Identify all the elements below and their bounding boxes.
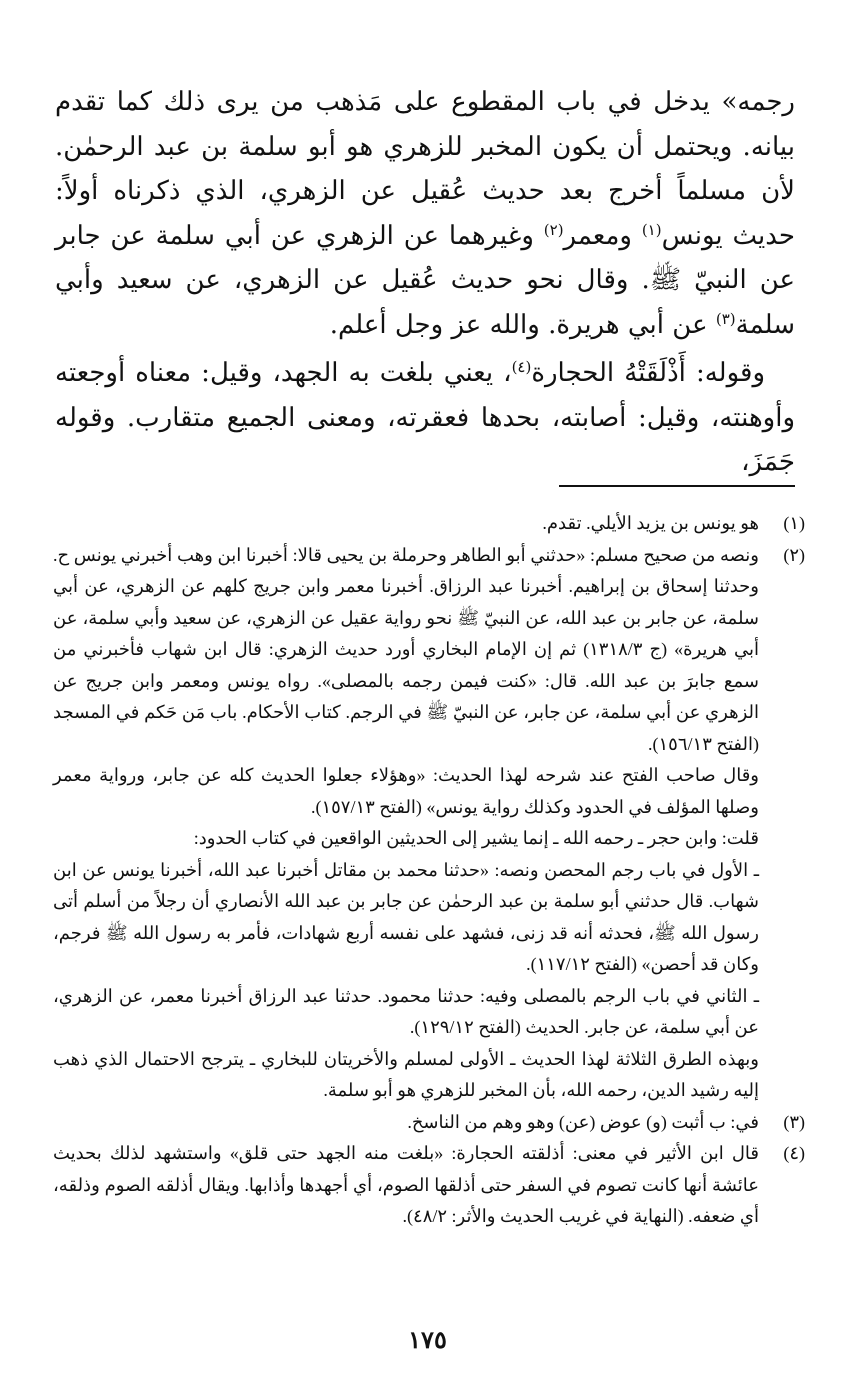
- footnote-number: (٢): [783, 544, 805, 565]
- footnote-paragraph: قال ابن الأثير في معنى: أذلقته الحجارة: «بلغت منه الجهد حتى قلق» واستشهد لذلك بحديث عائشة أنها كانت تصوم في السفر حتى أذلقها الصوم، أي أجهدها وأذابها. ويقال أذلقه الصوم وذلقه، أي ضعفه. (النهاية في غريب الحديث والأثر: ٤٨/٢).: [53, 1143, 759, 1226]
- footnote-paragraph: وبهذه الطرق الثلاثة لهذا الحديث ـ الأولى لمسلم والأخريتان للبخاري ـ يترجح الاحتمال الذي ذهب إليه رشيد الدين، رحمه الله، بأن المخبر للزهري هو أبو سلمة.: [53, 1048, 759, 1100]
- footnote-paragraph: قلت: وابن حجر ـ رحمه الله ـ إنما يشير إلى الحديثين الواقعين في كتاب الحدود:: [193, 828, 759, 848]
- footnote-2: [53, 540, 805, 1107]
- footnote-ref-2: (٢): [543, 220, 564, 239]
- page-number: ١٧٥: [408, 1325, 447, 1354]
- text-segment: ومعمر: [563, 220, 642, 251]
- footnote-number: (١): [783, 513, 805, 533]
- footnote-paragraph: ـ الثاني في باب الرجم بالمصلى وفيه: حدثنا محمود. حدثنا عبد الرزاق أخبرنا معمر، عن الزهري، عن أبي سلمة، عن جابر. الحديث (الفتح ١٢٩/١٢).: [53, 985, 759, 1037]
- text-segment: وقوله: أَذْلَقَتْهُ الحجارة: [531, 358, 765, 388]
- footnote-body: [53, 540, 759, 1107]
- footnote-ref-3: (٣): [715, 309, 736, 328]
- footnote-ref-1: (١): [641, 220, 662, 239]
- footnote-paragraph: هو يونس بن يزيد الأيلي. تقدم.: [542, 513, 759, 533]
- footnote-separator: [559, 485, 795, 487]
- footnote-paragraph: في: ب أثبت (و) عوض (عن) وهو وهم من الناسخ.: [407, 1111, 759, 1132]
- main-text: [55, 80, 795, 485]
- footnote-body: [53, 508, 759, 540]
- footnote-3: [53, 1107, 805, 1139]
- footnote-paragraph: وقال صاحب الفتح عند شرحه لهذا الحديث: «وهؤلاء جعلوا الحديث كله عن جابر، ورواية معمر وصلها المؤلف في الحدود وكذلك رواية يونس» (الفتح ١٥٧/١٣).: [53, 765, 759, 817]
- footnote-number: (٣): [783, 1111, 805, 1132]
- main-paragraph: [55, 80, 795, 347]
- text-segment: ، يعني بلغت به الجهد، وقيل: معناه أوجعته وأوهنته، وقيل: أصابته، بحدها فعقرته، ومعنى الجميع متقارب. وقوله جَمَزَ،: [55, 358, 795, 477]
- footnote-ref-4: (٤): [511, 358, 532, 376]
- text-segment: رجمه» يدخل في باب المقطوع على مَذهب من يرى ذلك كما تقدم بيانه. ويحتمل أن يكون المخبر للزهري هو أبو سلمة بن عبد الرحمٰن. لأن مسلماً أخرج بعد حديث عُقيل عن الزهري، الذي ذكرناه أولاً: حديث يونس: [55, 87, 795, 251]
- footnote-body: [53, 1107, 759, 1139]
- footnote-paragraph: ـ الأول في باب رجم المحصن ونصه: «حدثنا محمد بن مقاتل أخبرنا عبد الله، أخبرنا يونس عن ابن شهاب. قال حدثني أبو سلمة بن عبد الرحمٰن عن جابر بن عبد الله الأنصاري أن رجلاً من أسلم أتى رسول الله ﷺ، فحدثه أنه قد زنى، فشهد على نفسه أربع شهادات، فأمر به رسول الله ﷺ فرجم، وكان قد أحصن» (الفتح ١١٧/١٢).: [53, 859, 759, 974]
- footnote-1: [53, 508, 805, 540]
- footnote-body: [53, 1138, 759, 1233]
- text-segment: وغيرهما عن الزهري عن أبي سلمة عن جابر عن النبيّ ﷺ. وقال نحو حديث عُقيل عن الزهري، عن سعيد وأبي سلمة: [55, 220, 795, 340]
- text-segment: عن أبي هريرة. والله عز وجل أعلم.: [329, 309, 716, 340]
- footnote-4: [53, 1138, 805, 1233]
- footnotes: [53, 508, 805, 1233]
- main-paragraph: [55, 351, 795, 485]
- footnote-number: (٤): [783, 1143, 805, 1163]
- footnote-paragraph: ونصه من صحيح مسلم: «حدثني أبو الطاهر وحرملة بن يحيى قالا: أخبرنا ابن وهب أخبرني يونس ح. وحدثنا إسحاق بن إبراهيم. أخبرنا عبد الرزاق. أخبرنا معمر وابن جريج كلهم عن الزهري، عن أبي سلمة، عن جابر بن عبد الله، عن النبيّ ﷺ نحو رواية عقيل عن الزهري، عن سعيد وأبي سلمة، عن أبي هريرة» (ج ١٣١٨/٣) ثم إن الإمام البخاري أورد حديث الزهري: قال ابن شهاب فأخبرني من سمع جابرَ بن عبد الله. قال: «كنت فيمن رجمه بالمصلى». رواه يونس ومعمر وابن جريج عن الزهري عن أبي سلمة، عن جابر، عن النبيّ ﷺ في الرجم. كتاب الأحكام. باب مَن حَكم في المسجد (الفتح ١٥٦/١٣).: [53, 544, 759, 754]
